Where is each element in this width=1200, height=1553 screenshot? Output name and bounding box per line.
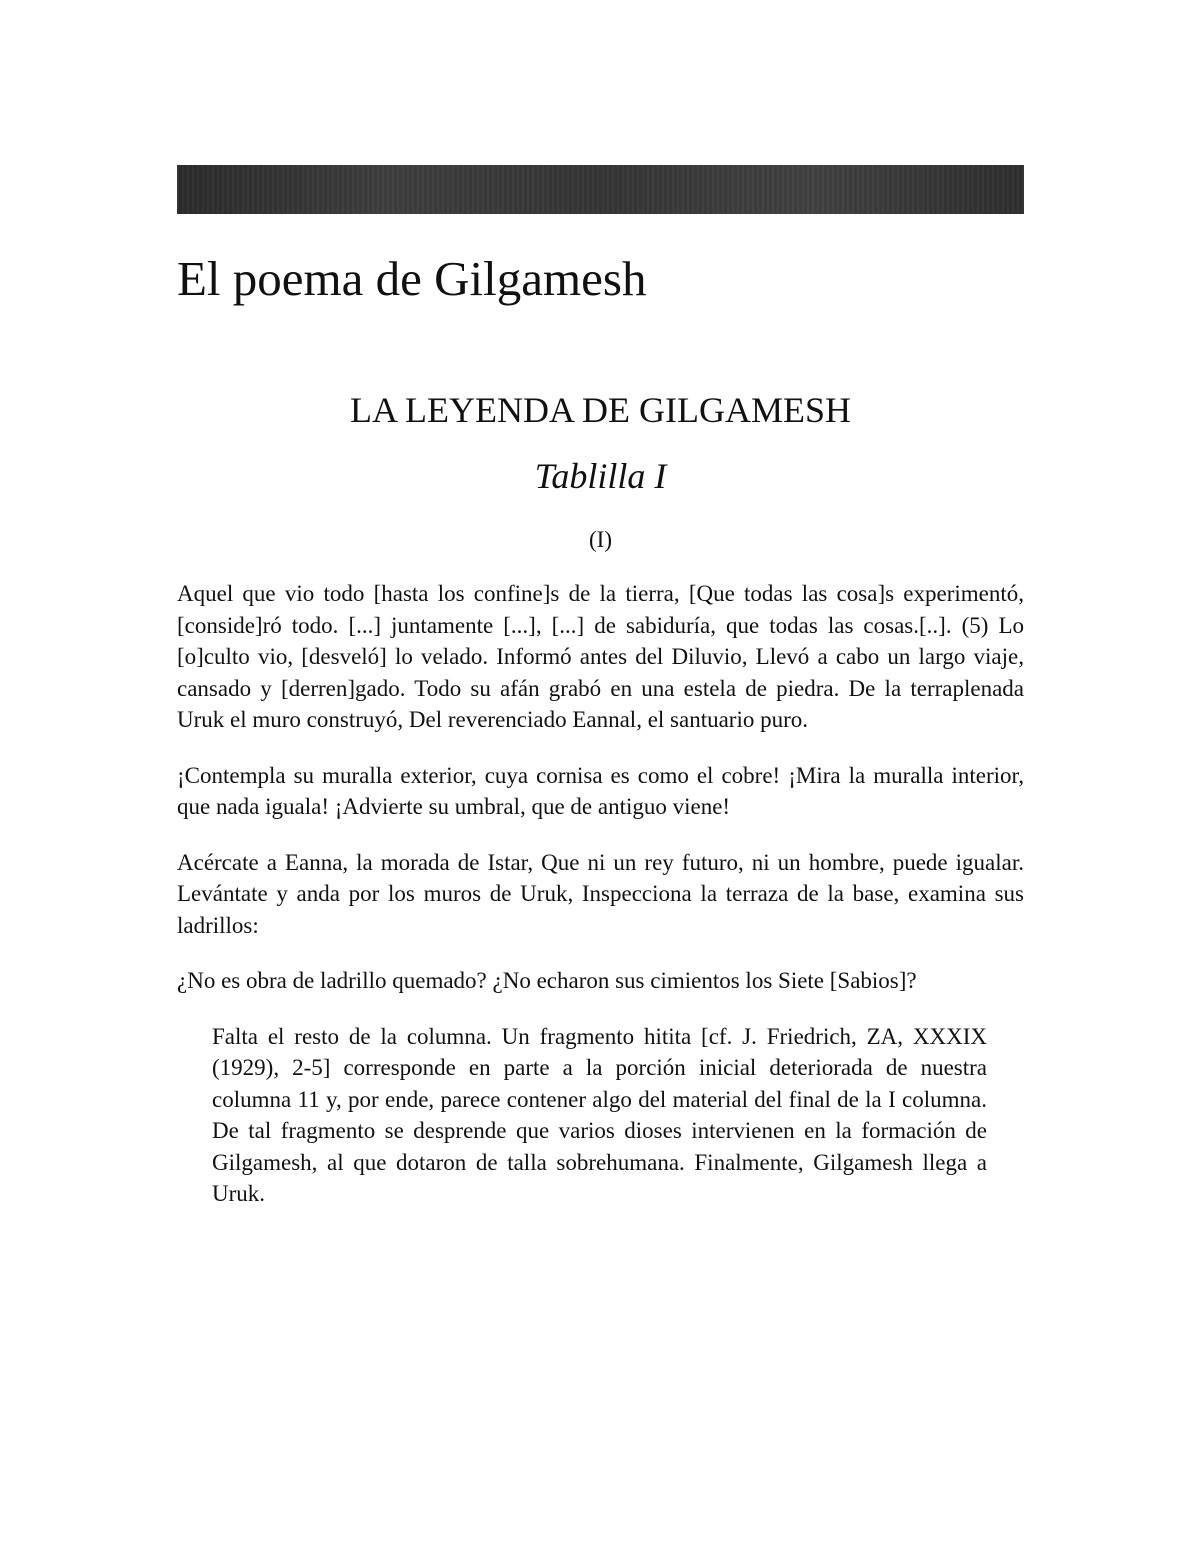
tablet-title: Tablilla I — [534, 456, 667, 496]
paragraph: ¡Contempla su muralla exterior, cuya cornisa es como el cobre! ¡Mira la muralla interior, que nada iguala! ¡Advierte su umbral, que de antiguo viene! — [177, 762, 1024, 819]
header-bar — [177, 165, 1024, 214]
book-title: El poema de Gilgamesh — [177, 251, 647, 306]
paragraph: Acércate a Eanna, la morada de Istar, Que ni un rey futuro, ni un hombre, puede igualar. Levántate y anda por los muros de Uruk, Inspecciona la terraza de la base, examina sus ladrillos: — [177, 849, 1024, 938]
paragraph: ¿No es obra de ladrillo quemado? ¿No echaron sus cimientos los Siete [Sabios]? — [177, 968, 917, 993]
body-text — [177, 578, 1024, 1234]
editorial-note: Falta el resto de la columna. Un fragmento hitita [cf. J. Friedrich, ZA, XXXIX (1929), 2-5] corresponde en parte a la porción inicial deteriorada de nuestra columna 11 y, por ende, parece contener algo del material del final de la I columna. De tal fragmento se desprende que varios dioses intervienen en la formación de Gilgamesh, al que dotaron de talla sobrehumana. Finalmente, Gilgamesh llega a Uruk. — [212, 1023, 987, 1206]
column-number: (I) — [589, 527, 612, 552]
paragraph: Aquel que vio todo [hasta los confine]s de la tierra, [Que todas las cosa]s experimentó, [conside]ró todo. [...] juntamente [...], [...] de sabiduría, que todas las cosas.[..]. (5) Lo [o]culto vio, [desveló] lo velado. Informó antes del Diluvio, Llevó a cabo un largo viaje, cansado y [derren]gado. Todo su afán grabó en una estela de piedra. De la terraplenada Uruk el muro construyó, Del reverenciado Eannal, el santuario puro. — [177, 581, 1024, 732]
section-title: LA LEYENDA DE GILGAMESH — [350, 390, 851, 430]
